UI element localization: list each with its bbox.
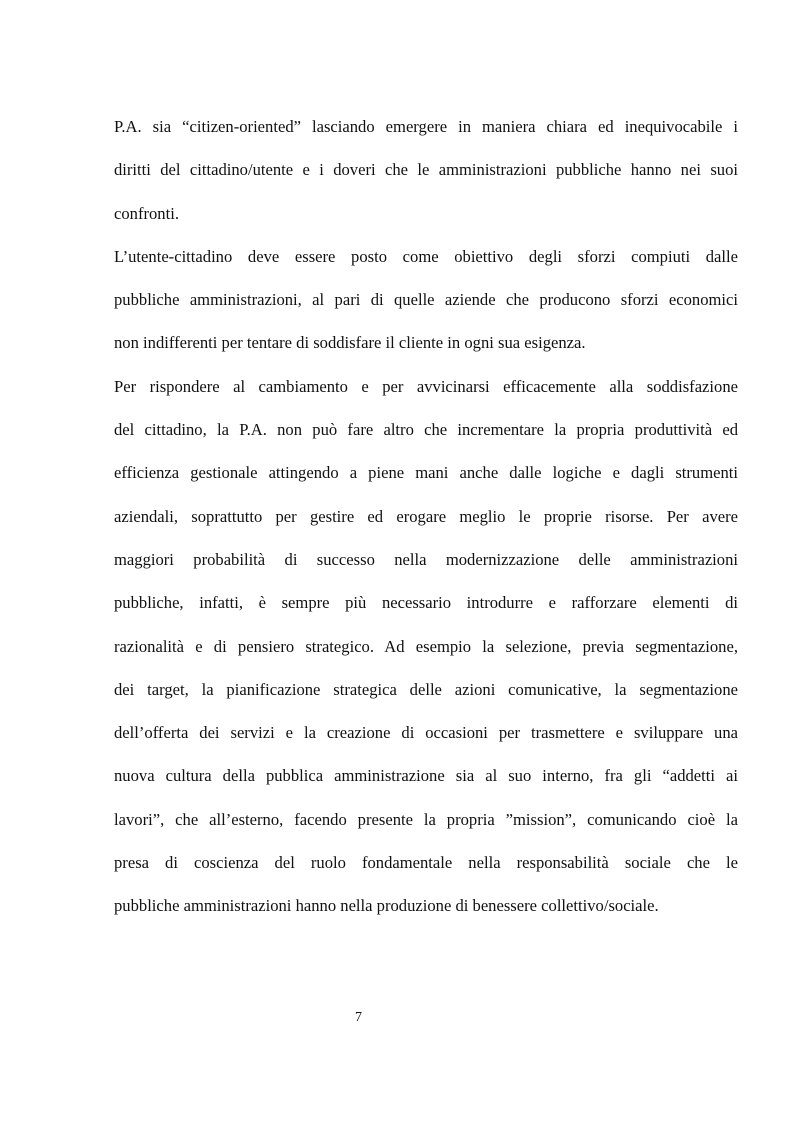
text-line: lavori”, che all’esterno, facendo presente la propria ”mission”, comunicando cioè la: [114, 809, 738, 829]
text-line: razionalità e di pensiero strategico. Ad esempio la selezione, previa segmentazione,: [114, 636, 738, 656]
text-line: dei target, la pianificazione strategica delle azioni comunicative, la segmentazione: [114, 679, 738, 699]
body-text: [114, 111, 738, 934]
text-line: Per rispondere al cambiamento e per avvicinarsi efficacemente alla soddisfazione: [114, 376, 738, 396]
text-line: aziendali, soprattutto per gestire ed erogare meglio le proprie risorse. Per avere: [114, 506, 738, 526]
text-line: efficienza gestionale attingendo a piene mani anche dalle logiche e dagli strumenti: [114, 463, 738, 483]
text-line: diritti del cittadino/utente e i doveri che le amministrazioni pubbliche hanno nei suoi: [114, 160, 738, 180]
text-line: nuova cultura della pubblica amministrazione sia al suo interno, fra gli “addetti ai: [114, 766, 738, 786]
text-line: dell’offerta dei servizi e la creazione di occasioni per trasmettere e sviluppare una: [114, 723, 738, 743]
text-line: maggiori probabilità di successo nella modernizzazione delle amministrazioni: [114, 549, 738, 569]
text-line: del cittadino, la P.A. non può fare altro che incrementare la propria produttività ed: [114, 420, 738, 440]
text-line: L’utente-cittadino deve essere posto come obiettivo degli sforzi compiuti dalle: [114, 246, 738, 266]
text-line: pubbliche amministrazioni, al pari di quelle aziende che producono sforzi economici: [114, 290, 738, 310]
text-line: pubbliche amministrazioni hanno nella produzione di benessere collettivo/sociale.: [114, 896, 659, 916]
text-line: non indifferenti per tentare di soddisfare il cliente in ogni sua esigenza.: [114, 333, 586, 353]
text-line: confronti.: [114, 203, 179, 223]
text-line: presa di coscienza del ruolo fondamentale nella responsabilità sociale che le: [114, 853, 738, 873]
text-line: pubbliche, infatti, è sempre più necessario introdurre e rafforzare elementi di: [114, 593, 738, 613]
text-line: P.A. sia “citizen-oriented” lasciando emergere in maniera chiara ed inequivocabile i: [114, 117, 738, 136]
page-number: 7: [355, 1010, 362, 1025]
